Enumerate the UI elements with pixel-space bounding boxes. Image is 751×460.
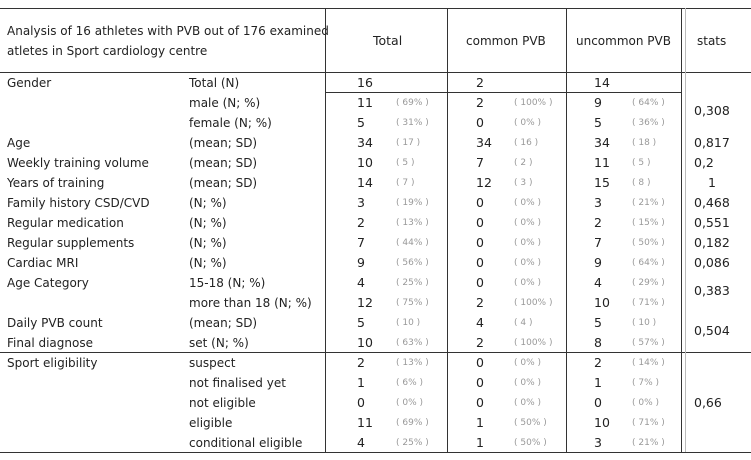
row-label: Family history CSD/CVD: [7, 196, 150, 210]
pct-common: ( 0% ): [514, 218, 542, 228]
pct-common: ( 0% ): [514, 278, 542, 288]
value-total: 3: [357, 195, 365, 210]
value-common: 0: [476, 395, 484, 410]
table-caption-line-2: atletes in Sport cardiology centre: [7, 44, 208, 58]
pct-uncommon: ( 57% ): [632, 338, 665, 348]
pct-uncommon: ( 10 ): [632, 318, 657, 328]
row-sublabel: not finalised yet: [189, 376, 286, 390]
stat-gender: 0,308: [694, 103, 730, 118]
pct-common: ( 3 ): [514, 178, 533, 188]
value-total: 34: [357, 135, 373, 150]
value-total: 14: [357, 175, 373, 190]
row-sublabel: more than 18 (N; %): [189, 296, 312, 310]
row-sublabel: not eligible: [189, 396, 256, 410]
stat-family-history: 0,468: [694, 195, 730, 210]
pct-uncommon: ( 29% ): [632, 278, 665, 288]
stat-medication: 0,551: [694, 215, 730, 230]
pct-uncommon: ( 64% ): [632, 258, 665, 268]
pct-common: ( 16 ): [514, 138, 539, 148]
pct-common: ( 0% ): [514, 238, 542, 248]
pct-common: ( 0% ): [514, 118, 542, 128]
row-sublabel: (N; %): [189, 236, 227, 250]
pct-uncommon: ( 5 ): [632, 158, 651, 168]
pct-total: ( 7 ): [396, 178, 415, 188]
pct-common: ( 0% ): [514, 378, 542, 388]
stat-training-volume: 0,2: [694, 155, 714, 170]
pct-common: ( 100% ): [514, 298, 553, 308]
value-total: 16: [357, 75, 373, 90]
value-uncommon: 10: [594, 415, 610, 430]
value-uncommon: 9: [594, 255, 602, 270]
row-label: Regular medication: [7, 216, 124, 230]
row-label: Daily PVB count: [7, 316, 103, 330]
row-sublabel: (mean; SD): [189, 316, 258, 330]
row-sublabel: (mean; SD): [189, 156, 258, 170]
value-total: 10: [357, 155, 373, 170]
value-uncommon: 2: [594, 355, 602, 370]
pct-total: ( 0% ): [396, 398, 424, 408]
value-total: 5: [357, 115, 365, 130]
pct-uncommon: ( 21% ): [632, 198, 665, 208]
pct-total: ( 25% ): [396, 438, 429, 448]
pct-uncommon: ( 36% ): [632, 118, 665, 128]
value-common: 0: [476, 235, 484, 250]
rule-bottom: [0, 452, 751, 453]
value-total: 7: [357, 235, 365, 250]
value-common: 0: [476, 375, 484, 390]
rule-left-of-total: [325, 8, 326, 452]
row-sublabel: (mean; SD): [189, 176, 258, 190]
row-sublabel: conditional eligible: [189, 436, 303, 450]
pct-uncommon: ( 64% ): [632, 98, 665, 108]
value-uncommon: 2: [594, 215, 602, 230]
value-uncommon: 3: [594, 195, 602, 210]
value-common: 0: [476, 195, 484, 210]
pct-total: ( 10 ): [396, 318, 421, 328]
row-sublabel: 15-18 (N; %): [189, 276, 266, 290]
pct-uncommon: ( 8 ): [632, 178, 651, 188]
column-header-common-pvb: common PVB: [466, 34, 546, 48]
value-common: 12: [476, 175, 492, 190]
pct-common: ( 2 ): [514, 158, 533, 168]
value-uncommon: 8: [594, 335, 602, 350]
value-total: 2: [357, 355, 365, 370]
pct-total: ( 31% ): [396, 118, 429, 128]
value-total: 10: [357, 335, 373, 350]
row-label: Sport eligibility: [7, 356, 98, 370]
column-header-total: Total: [373, 33, 403, 48]
value-uncommon: 15: [594, 175, 610, 190]
row-label: Gender: [7, 76, 52, 90]
value-total: 2: [357, 215, 365, 230]
pct-common: ( 0% ): [514, 258, 542, 268]
row-sublabel: (N; %): [189, 216, 227, 230]
row-sublabel: Total (N): [189, 76, 240, 90]
value-total: 11: [357, 415, 373, 430]
pct-total: ( 13% ): [396, 358, 429, 368]
value-common: 0: [476, 255, 484, 270]
pct-common: ( 0% ): [514, 198, 542, 208]
pct-total: ( 69% ): [396, 98, 429, 108]
stat-age: 0,817: [694, 135, 730, 150]
value-uncommon: 11: [594, 155, 610, 170]
pct-uncommon: ( 21% ): [632, 438, 665, 448]
pct-common: ( 50% ): [514, 438, 547, 448]
row-sublabel: (N; %): [189, 256, 227, 270]
pct-total: ( 6% ): [396, 378, 424, 388]
value-uncommon: 4: [594, 275, 602, 290]
pct-total: ( 17 ): [396, 138, 421, 148]
value-common: 2: [476, 95, 484, 110]
value-common: 0: [476, 275, 484, 290]
value-uncommon: 3: [594, 435, 602, 450]
pct-uncommon: ( 7% ): [632, 378, 660, 388]
value-total: 4: [357, 435, 365, 450]
column-header-uncommon-pvb: uncommon PVB: [576, 34, 671, 48]
pct-total: ( 5 ): [396, 158, 415, 168]
rule-left-of-stats: [681, 8, 682, 452]
pct-uncommon: ( 71% ): [632, 418, 665, 428]
value-uncommon: 0: [594, 395, 602, 410]
value-common: 0: [476, 355, 484, 370]
value-common: 0: [476, 215, 484, 230]
value-common: 4: [476, 315, 484, 330]
value-total: 1: [357, 375, 365, 390]
value-total: 0: [357, 395, 365, 410]
pct-total: ( 44% ): [396, 238, 429, 248]
row-sublabel: suspect: [189, 356, 236, 370]
pct-uncommon: ( 14% ): [632, 358, 665, 368]
row-label: Regular supplements: [7, 236, 135, 250]
stat-years-training: 1: [708, 175, 716, 190]
pct-common: ( 50% ): [514, 418, 547, 428]
value-common: 1: [476, 435, 484, 450]
stat-pvb-diagnose: 0,504: [694, 323, 730, 338]
row-sublabel: (mean; SD): [189, 136, 258, 150]
value-common: 1: [476, 415, 484, 430]
pct-common: ( 0% ): [514, 398, 542, 408]
pct-uncommon: ( 0% ): [632, 398, 660, 408]
value-common: 7: [476, 155, 484, 170]
value-common: 2: [476, 295, 484, 310]
stat-sport-eligibility: 0,66: [694, 395, 722, 410]
stat-cardiac-mri: 0,086: [694, 255, 730, 270]
value-common: 2: [476, 75, 484, 90]
pct-uncommon: ( 71% ): [632, 298, 665, 308]
row-sublabel: (N; %): [189, 196, 227, 210]
pct-uncommon: ( 18 ): [632, 138, 657, 148]
rule-header-bottom: [0, 72, 751, 73]
rule-left-of-common: [447, 8, 448, 452]
pct-total: ( 56% ): [396, 258, 429, 268]
row-label: Age: [7, 136, 31, 150]
value-common: 2: [476, 335, 484, 350]
pct-total: ( 13% ): [396, 218, 429, 228]
value-uncommon: 10: [594, 295, 610, 310]
rule-total-bottom: [325, 92, 681, 93]
stat-age-category: 0,383: [694, 283, 730, 298]
rule-left-of-uncommon: [566, 8, 567, 452]
table-caption-line-1: Analysis of 16 athletes with PVB out of 176 examined: [7, 24, 329, 38]
pct-common: ( 4 ): [514, 318, 533, 328]
pct-common: ( 100% ): [514, 98, 553, 108]
value-uncommon: 1: [594, 375, 602, 390]
value-uncommon: 14: [594, 75, 610, 90]
value-common: 34: [476, 135, 492, 150]
row-label: Final diagnose: [7, 336, 93, 350]
pct-total: ( 63% ): [396, 338, 429, 348]
pct-common: ( 100% ): [514, 338, 553, 348]
column-header-stats: stats: [697, 34, 727, 48]
pct-common: ( 0% ): [514, 358, 542, 368]
value-total: 5: [357, 315, 365, 330]
value-total: 12: [357, 295, 373, 310]
row-sublabel: male (N; %): [189, 96, 261, 110]
row-label: Years of training: [7, 176, 105, 190]
value-uncommon: 9: [594, 95, 602, 110]
value-uncommon: 34: [594, 135, 610, 150]
row-sublabel: female (N; %): [189, 116, 272, 130]
value-uncommon: 5: [594, 115, 602, 130]
row-sublabel: set (N; %): [189, 336, 249, 350]
row-sublabel: eligible: [189, 416, 233, 430]
value-total: 4: [357, 275, 365, 290]
stat-supplements: 0,182: [694, 235, 730, 250]
rule-top: [0, 8, 751, 9]
value-uncommon: 5: [594, 315, 602, 330]
pct-total: ( 19% ): [396, 198, 429, 208]
pct-uncommon: ( 15% ): [632, 218, 665, 228]
pct-total: ( 25% ): [396, 278, 429, 288]
pct-total: ( 75% ): [396, 298, 429, 308]
row-label: Cardiac MRI: [7, 256, 79, 270]
pct-uncommon: ( 50% ): [632, 238, 665, 248]
pct-total: ( 69% ): [396, 418, 429, 428]
row-label: Weekly training volume: [7, 156, 149, 170]
row-label: Age Category: [7, 276, 89, 290]
value-total: 11: [357, 95, 373, 110]
value-uncommon: 7: [594, 235, 602, 250]
value-total: 9: [357, 255, 365, 270]
rule-stats-gap: [685, 8, 686, 452]
rule-sport-eligibility-top: [0, 352, 751, 353]
value-common: 0: [476, 115, 484, 130]
